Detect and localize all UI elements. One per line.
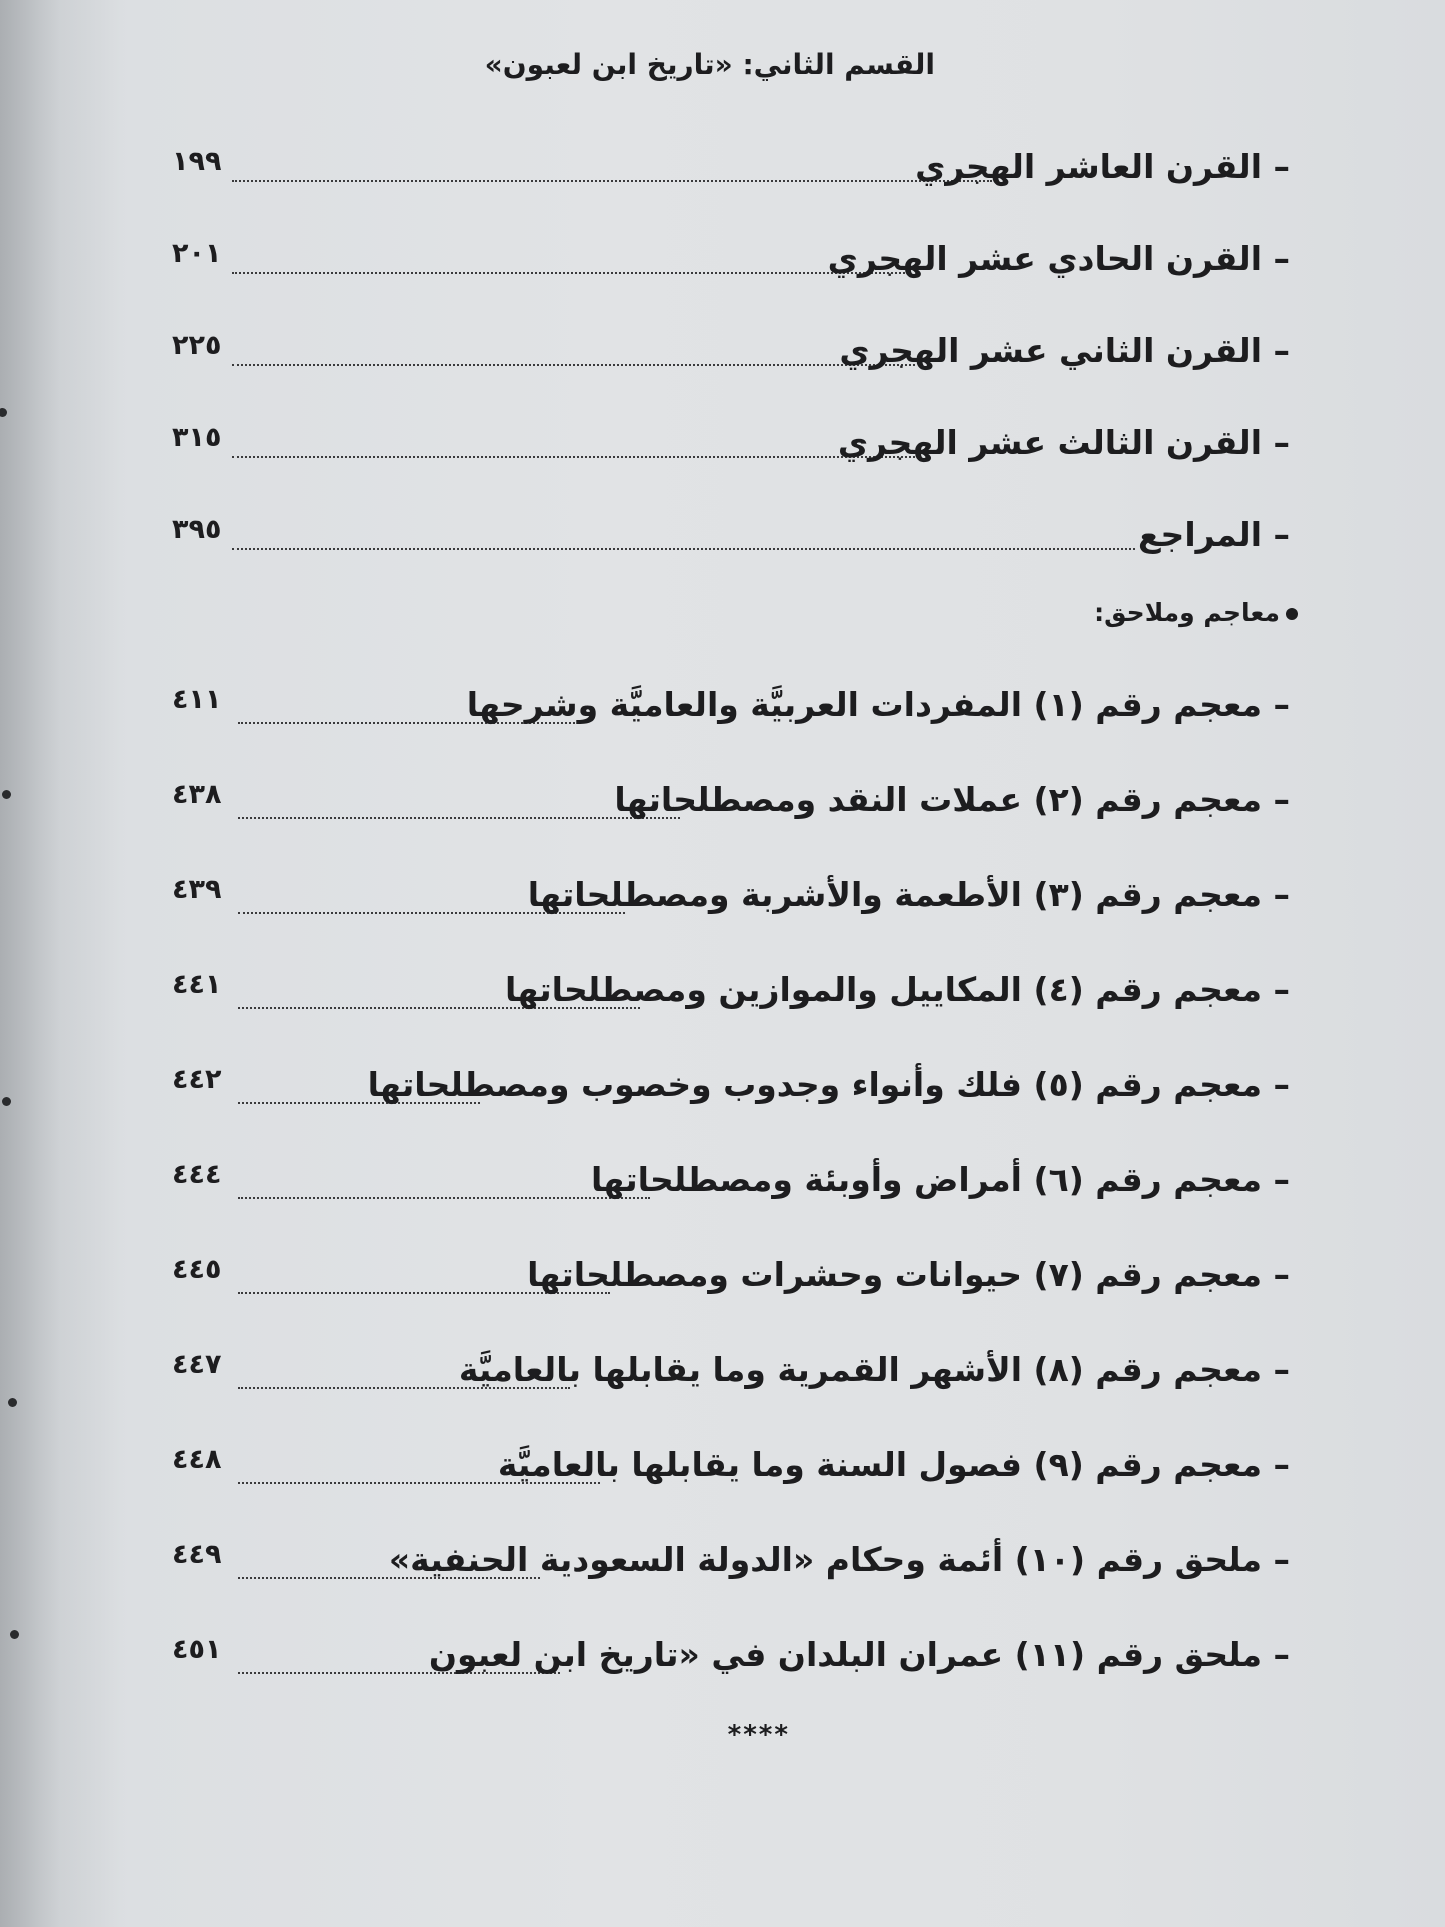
- toc-row: [140, 418, 1370, 468]
- toc-entry-label: – ملحق رقم (١٠) أئمة وحكام «الدولة السعودية الحنفية»: [388, 1540, 1290, 1579]
- toc-row: [140, 1440, 1370, 1490]
- section-heading: [1094, 598, 1298, 627]
- dot-leader: [232, 364, 915, 366]
- toc-entry-label: – معجم رقم (٩) فصول السنة وما يقابلها بالعاميَّة: [497, 1445, 1290, 1484]
- bullet-icon: [1286, 608, 1298, 620]
- toc-row: [140, 1345, 1370, 1395]
- toc-entry-label: – معجم رقم (٦) أمراض وأوبئة ومصطلحاتها: [591, 1160, 1290, 1199]
- toc-page-number: ٤٤٧: [172, 1349, 222, 1380]
- toc-entry-label: – القرن الحادي عشر الهجري: [827, 239, 1290, 278]
- page-header: القسم الثاني: «تاريخ ابن لعبون»: [484, 48, 935, 81]
- toc-row: [140, 234, 1370, 284]
- dot-leader: [232, 272, 905, 274]
- toc-page-number: ٢٠١: [172, 238, 222, 269]
- toc-row: [140, 870, 1370, 920]
- toc-entry-label: – معجم رقم (٢) عملات النقد ومصطلحاتها: [614, 780, 1290, 819]
- toc-entry-label: – معجم رقم (٣) الأطعمة والأشربة ومصطلحاتها: [527, 875, 1290, 914]
- dot-leader: [232, 548, 1135, 550]
- toc-row: [140, 1535, 1370, 1585]
- toc-page-number: ٤٤٩: [172, 1539, 222, 1570]
- toc-entry-label: – معجم رقم (٧) حيوانات وحشرات ومصطلحاتها: [527, 1255, 1290, 1294]
- toc-entry-label: – ملحق رقم (١١) عمران البلدان في «تاريخ ابن لعبون: [428, 1635, 1290, 1674]
- toc-page-number: ٤٣٩: [172, 874, 222, 905]
- spine-shadow: [0, 0, 130, 1927]
- toc-page-number: ٤٥١: [172, 1634, 222, 1665]
- toc-row: [140, 510, 1370, 560]
- toc-row: [140, 775, 1370, 825]
- dot-leader: [232, 180, 992, 182]
- toc-entry-label: – القرن الثاني عشر الهجري: [839, 331, 1290, 370]
- toc-page-number: ٤٤٥: [172, 1254, 222, 1285]
- toc-row: [140, 1060, 1370, 1110]
- dot-leader: [232, 456, 915, 458]
- toc-entry-label: – معجم رقم (٤) المكاييل والموازين ومصطلحاتها: [505, 970, 1290, 1009]
- toc-row: [140, 326, 1370, 376]
- toc-page-number: ٤٣٨: [172, 779, 222, 810]
- toc-row: [140, 142, 1370, 192]
- toc-page-number: ٤٤٢: [172, 1064, 222, 1095]
- toc-entry-label: – معجم رقم (١) المفردات العربيَّة والعاميَّة وشرحها: [466, 685, 1290, 724]
- toc-row: [140, 1155, 1370, 1205]
- toc-page-number: ٣٩٥: [172, 514, 222, 545]
- toc-page-number: ٤٤١: [172, 969, 222, 1000]
- edge-dot: [2, 790, 11, 799]
- toc-row: [140, 680, 1370, 730]
- toc-page: [140, 30, 1370, 1890]
- toc-entry-label: – القرن الثالث عشر الهجري: [837, 423, 1290, 462]
- toc-page-number: ٢٢٥: [172, 330, 222, 361]
- edge-dot: [8, 1398, 17, 1407]
- toc-row: [140, 1630, 1370, 1680]
- edge-dot: [2, 1097, 11, 1106]
- toc-row: [140, 1250, 1370, 1300]
- toc-entry-label: – القرن العاشر الهجري: [915, 147, 1290, 186]
- toc-row: [140, 965, 1370, 1015]
- toc-page-number: ٣١٥: [172, 422, 222, 453]
- section-heading-text: معاجم وملاحق:: [1094, 598, 1280, 627]
- end-ornament: ****: [727, 1720, 790, 1750]
- toc-page-number: ٤٤٤: [172, 1159, 222, 1190]
- toc-entry-label: – معجم رقم (٥) فلك وأنواء وجدوب وخصوب ومصطلحاتها: [367, 1065, 1290, 1104]
- toc-entry-label: – معجم رقم (٨) الأشهر القمرية وما يقابلها بالعاميَّة: [458, 1350, 1290, 1389]
- toc-page-number: ٤١١: [172, 684, 222, 715]
- toc-page-number: ٤٤٨: [172, 1444, 222, 1475]
- toc-page-number: ١٩٩: [172, 146, 222, 177]
- toc-entry-label: – المراجع: [1138, 515, 1290, 554]
- edge-dot: [10, 1630, 19, 1639]
